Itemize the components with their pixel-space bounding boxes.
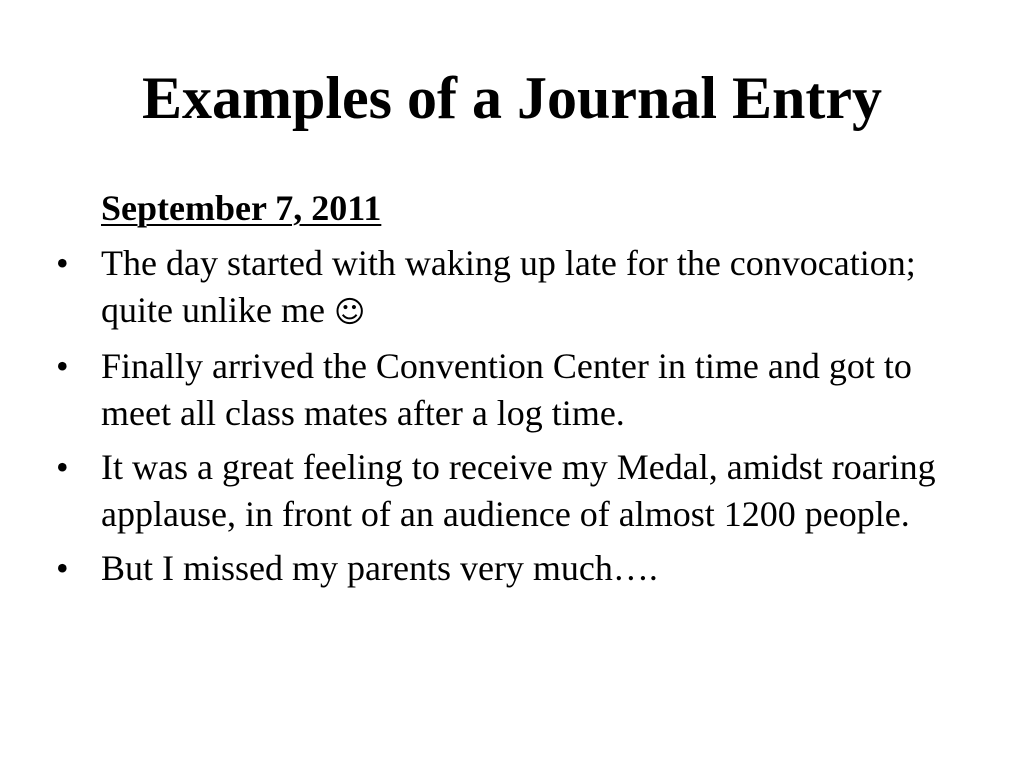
bullet-icon: • bbox=[56, 548, 69, 588]
list-item-text: The day started with waking up late for the convocation; quite unlike me bbox=[101, 243, 916, 330]
slide-title: Examples of a Journal Entry bbox=[141, 65, 883, 131]
list-item-text: But I missed my parents very much…. bbox=[101, 548, 658, 588]
bullet-list bbox=[56, 240, 986, 599]
list-item bbox=[56, 545, 986, 592]
list-item bbox=[56, 240, 986, 336]
list-item-text: Finally arrived the Convention Center in time and got to meet all class mates after a log time. bbox=[101, 346, 912, 433]
bullet-icon: • bbox=[56, 447, 69, 487]
bullet-icon: • bbox=[56, 346, 69, 386]
bullet-icon: • bbox=[56, 243, 69, 283]
list-item bbox=[56, 343, 986, 437]
smiley-face-icon: ☺ bbox=[333, 295, 366, 330]
list-item bbox=[56, 444, 986, 538]
entry-date: September 7, 2011 bbox=[101, 188, 382, 228]
list-item-text: It was a great feeling to receive my Medal, amidst roaring applause, in front of an audience of almost 1200 people. bbox=[101, 447, 936, 534]
